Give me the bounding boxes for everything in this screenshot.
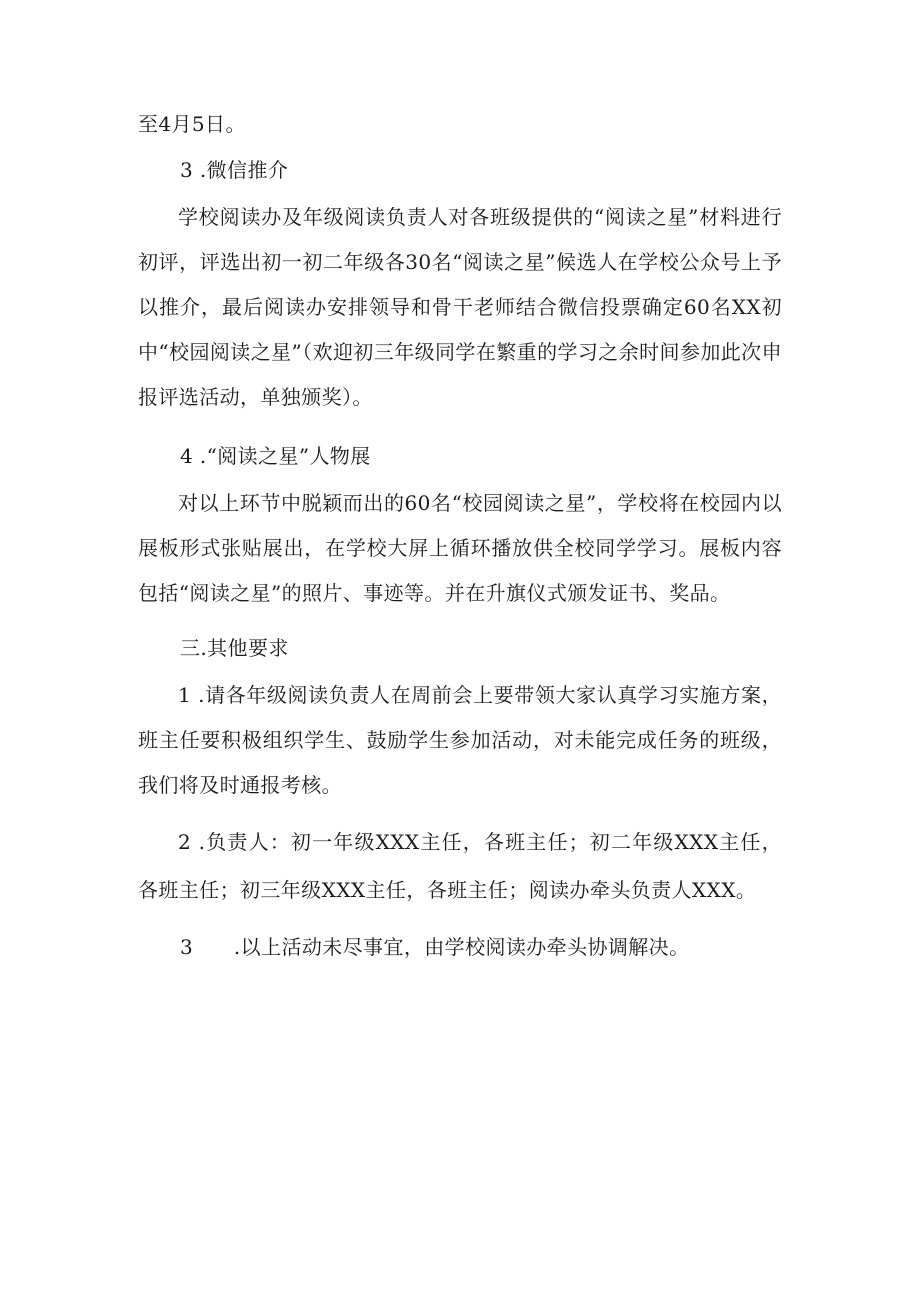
heading-wechat-promotion: 3 .微信推介 <box>180 158 289 182</box>
requirement-item-3: 3 .以上活动未尽事宜，由学校阅读办牵头协调解决。 <box>180 935 690 959</box>
paragraph-wechat-promotion: 学校阅读办及年级阅读负责人对各班级提供的“阅读之星”材料进行初评，评选出初一初二年级各30名“阅读之星”候选人在学校公众号上予以推介，最后阅读办安排领导和骨干老师结合微信投票确定60名XX初中“校园阅读之星”（欢迎初三年级同学在繁重的学习之余时间参加此次申报评选活动，单独颁奖）。 <box>138 205 782 409</box>
section-heading-other-requirements: 三.其他要求 <box>180 636 289 660</box>
heading-reading-star-exhibition: 4 .“阅读之星”人物展 <box>180 444 371 468</box>
requirement-item-1: 1 .请各年级阅读负责人在周前会上要带领大家认真学习实施方案，班主任要积极组织学生、鼓励学生参加活动，对未能完成任务的班级，我们将及时通报考核。 <box>138 683 782 797</box>
paragraph-date-end: 至4月5日。 <box>138 112 246 136</box>
requirement-item-2: 2 .负责人：初一年级XXX主任，各班主任；初二年级XXX主任，各班主任；初三年级XXX主任，各班主任；阅读办牵头负责人XXX。 <box>138 830 782 902</box>
paragraph-reading-star-exhibition: 对以上环节中脱颖而出的60名“校园阅读之星”，学校将在校园内以展板形式张贴展出，在学校大屏上循环播放供全校同学学习。展板内容包括“阅读之星”的照片、事迹等。并在升旗仪式颁发证书、奖品。 <box>138 491 782 605</box>
